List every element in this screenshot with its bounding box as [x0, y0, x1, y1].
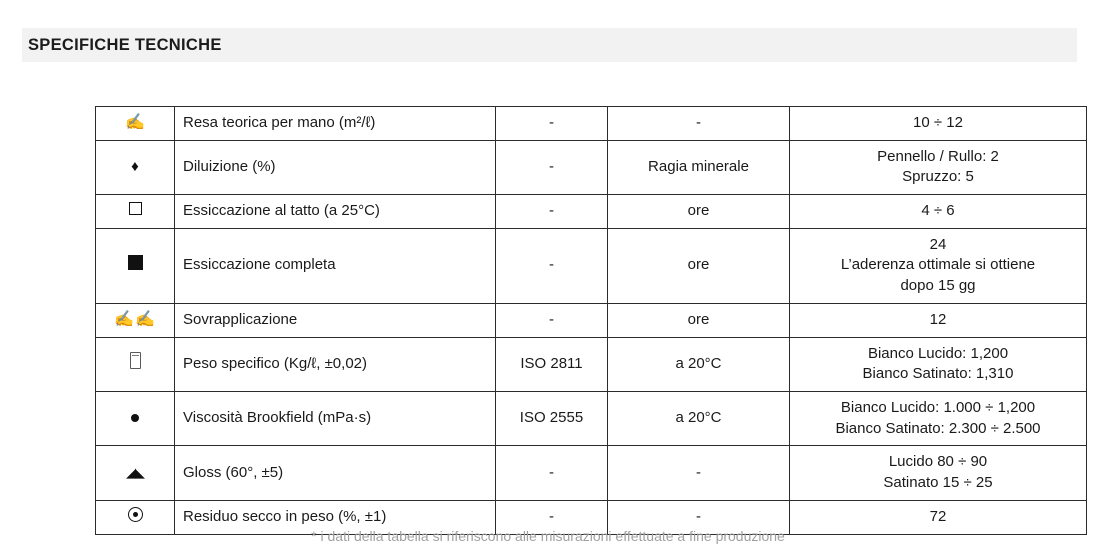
row-value-line: Spruzzo: 5 — [902, 168, 974, 186]
page-title: SPECIFICHE TECNICHE — [28, 35, 222, 54]
row-icon-cell — [96, 195, 175, 229]
table-row — [96, 446, 1087, 500]
row-norm: - — [496, 228, 608, 303]
row-icon-cell — [96, 391, 175, 445]
square-filled-icon — [128, 255, 143, 270]
row-label: Essiccazione completa — [175, 228, 496, 303]
row-value-line: Satinato 15 ÷ 25 — [883, 473, 993, 491]
row-condition: ore — [608, 228, 790, 303]
row-label: Peso specifico (Kg/ℓ, ±0,02) — [175, 337, 496, 391]
row-label: Sovrapplicazione — [175, 303, 496, 337]
row-condition: - — [608, 446, 790, 500]
section-header — [22, 28, 1077, 62]
row-condition: - — [608, 500, 790, 535]
table-row — [96, 107, 1087, 141]
row-icon-cell — [96, 140, 175, 194]
row-label: Diluizione (%) — [175, 140, 496, 194]
row-value: 4 ÷ 6 — [790, 195, 1087, 229]
row-icon-cell — [96, 107, 175, 141]
row-norm: - — [496, 500, 608, 535]
row-value-line: 24 — [929, 235, 947, 253]
row-value-line: Pennello / Rullo: 2 — [877, 147, 999, 165]
row-norm: - — [496, 446, 608, 500]
table-row — [96, 228, 1087, 303]
table-row — [96, 391, 1087, 445]
dot-icon — [131, 414, 139, 422]
row-value-line: dopo 15 gg — [900, 277, 976, 295]
specifications-table — [95, 106, 1087, 535]
table-row — [96, 337, 1087, 391]
row-label: Resa teorica per mano (m²/ℓ) — [175, 107, 496, 141]
row-norm: - — [496, 195, 608, 229]
row-norm: ISO 2555 — [496, 391, 608, 445]
square-outline-icon — [129, 202, 142, 215]
row-value-line: Bianco Lucido: 1,200 — [867, 344, 1009, 362]
row-value — [790, 140, 1087, 194]
row-value — [790, 337, 1087, 391]
gloss-icon: ◢◣ — [126, 464, 144, 480]
row-value-line: Lucido 80 ÷ 90 — [888, 453, 988, 471]
row-icon-cell — [96, 446, 175, 500]
row-norm: - — [496, 107, 608, 141]
paint-can-icon — [130, 352, 141, 369]
specifications-table-container — [95, 106, 1041, 535]
row-value-line: Bianco Satinato: 1,310 — [862, 365, 1014, 383]
row-norm: ISO 2811 — [496, 337, 608, 391]
target-icon — [128, 507, 143, 522]
row-label: Essiccazione al tatto (a 25°C) — [175, 195, 496, 229]
row-condition: a 20°C — [608, 337, 790, 391]
row-label: Gloss (60°, ±5) — [175, 446, 496, 500]
row-value: 10 ÷ 12 — [790, 107, 1087, 141]
row-icon-cell — [96, 228, 175, 303]
table-footnote: * i dati della tabella si riferiscono alle misurazioni effettuate a fine produzione — [311, 528, 785, 544]
row-condition: a 20°C — [608, 391, 790, 445]
row-value — [790, 391, 1087, 445]
row-norm: - — [496, 140, 608, 194]
row-icon-cell — [96, 303, 175, 337]
row-value-line: L’aderenza ottimale si ottiene — [840, 256, 1036, 274]
row-norm: - — [496, 303, 608, 337]
row-value-line: Bianco Satinato: 2.300 ÷ 2.500 — [835, 419, 1041, 437]
row-label: Viscosità Brookfield (mPa·s) — [175, 391, 496, 445]
row-icon-cell — [96, 337, 175, 391]
table-row — [96, 140, 1087, 194]
row-condition: Ragia minerale — [608, 140, 790, 194]
drop-icon: ♦ — [131, 158, 139, 176]
two-hands-icon: ✍✍ — [114, 310, 156, 328]
row-condition: ore — [608, 303, 790, 337]
hand-icon: ✍ — [125, 114, 145, 131]
table-row — [96, 195, 1087, 229]
row-value-line: Bianco Lucido: 1.000 ÷ 1,200 — [840, 398, 1036, 416]
row-value — [790, 228, 1087, 303]
row-condition: - — [608, 107, 790, 141]
row-value: 12 — [790, 303, 1087, 337]
row-label: Residuo secco in peso (%, ±1) — [175, 500, 496, 535]
row-value: 72 — [790, 500, 1087, 535]
table-row — [96, 303, 1087, 337]
row-condition: ore — [608, 195, 790, 229]
row-value — [790, 446, 1087, 500]
